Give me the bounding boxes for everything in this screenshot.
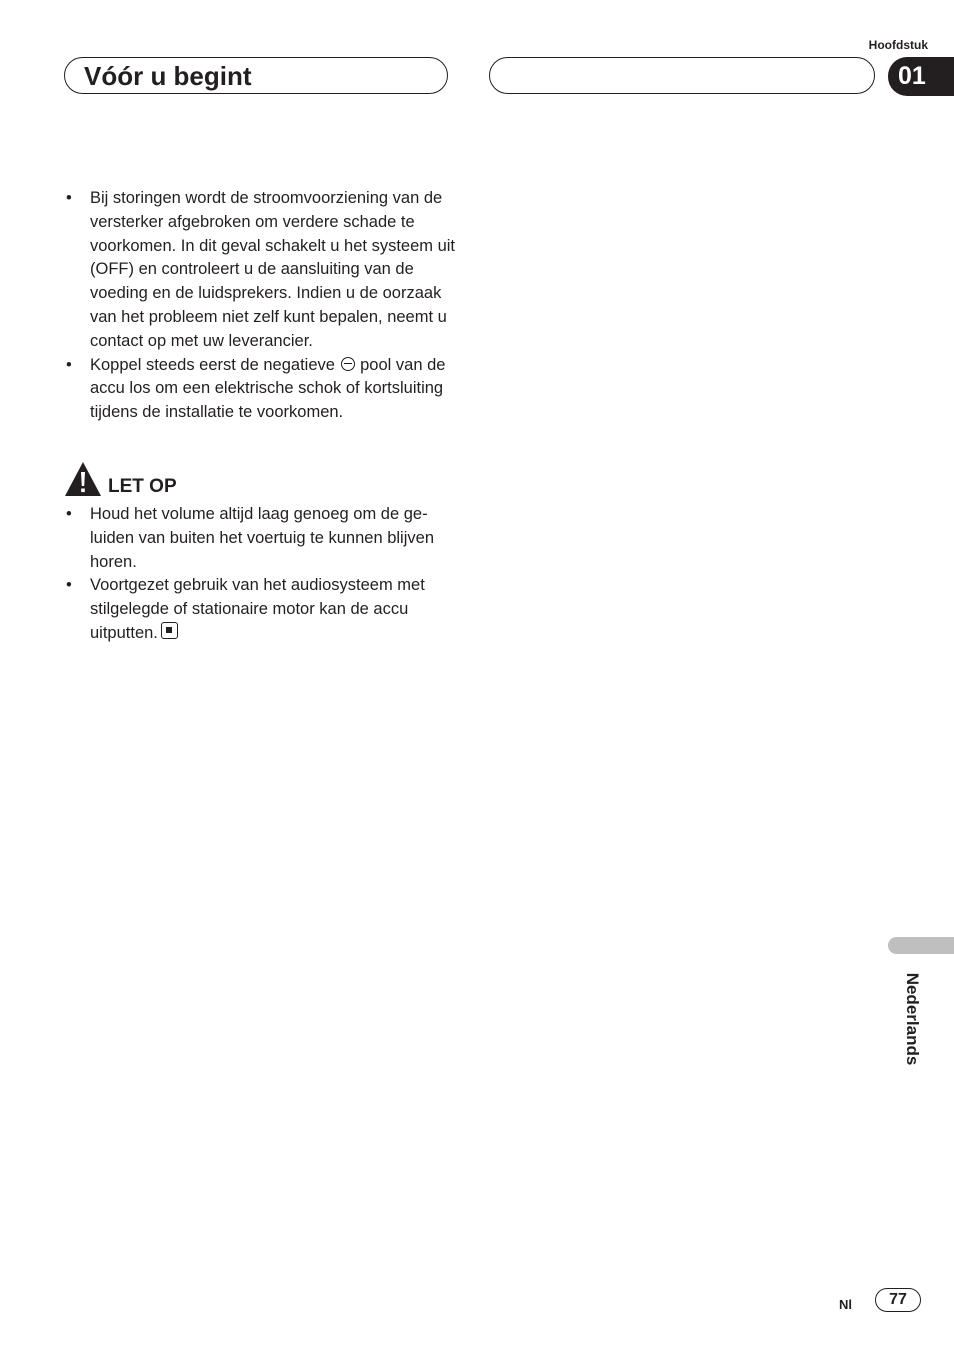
caution-heading (64, 461, 456, 503)
bullet-list (64, 187, 456, 425)
list-item-text: Koppel steeds eerst de negatieve (90, 355, 335, 374)
negative-pole-icon (341, 357, 355, 371)
list-item (64, 574, 456, 645)
caution-list (64, 503, 456, 646)
list-item: • Houd het volume altijd laag genoeg om de geluiden van buiten het voertuig te kunnen blijven horen. (64, 503, 456, 574)
page-number: 77 (875, 1288, 921, 1312)
list-item-text: pool van de accu los om een elektrische schok of kortsluiting tijdens de installatie te voorkomen. (90, 355, 446, 422)
chapter-number-tab: 01 (888, 57, 954, 96)
caution-title: LET OP (108, 475, 177, 497)
warning-triangle-icon (64, 461, 102, 499)
header-right-box (489, 57, 875, 94)
page-title: Vóór u begint (84, 61, 252, 91)
list-item: • Bij storingen wordt de stroomvoorziening van de versterker afgebroken om verdere schade te voorkomen. In dit geval schakelt u het systeem uit (OFF) en controleert u de aansluiting van de voeding en de luidsprekers. Indien u de oorzaak van het probleem niet zelf kunt bepalen, neemt u contact op met uw leverancier. (64, 187, 456, 354)
chapter-label: Hoofdstuk (868, 38, 928, 52)
list-item (64, 354, 456, 425)
language-tab (888, 937, 954, 954)
list-item-text: Voortgezet gebruik van het audiosysteem met stilgelegde of stationaire motor kan de accu uitputten. (90, 576, 425, 642)
main-content (64, 187, 456, 646)
end-of-section-icon (161, 622, 178, 639)
language-label: Nederlands (903, 972, 922, 1066)
footer-language-code: Nl (839, 1297, 852, 1312)
